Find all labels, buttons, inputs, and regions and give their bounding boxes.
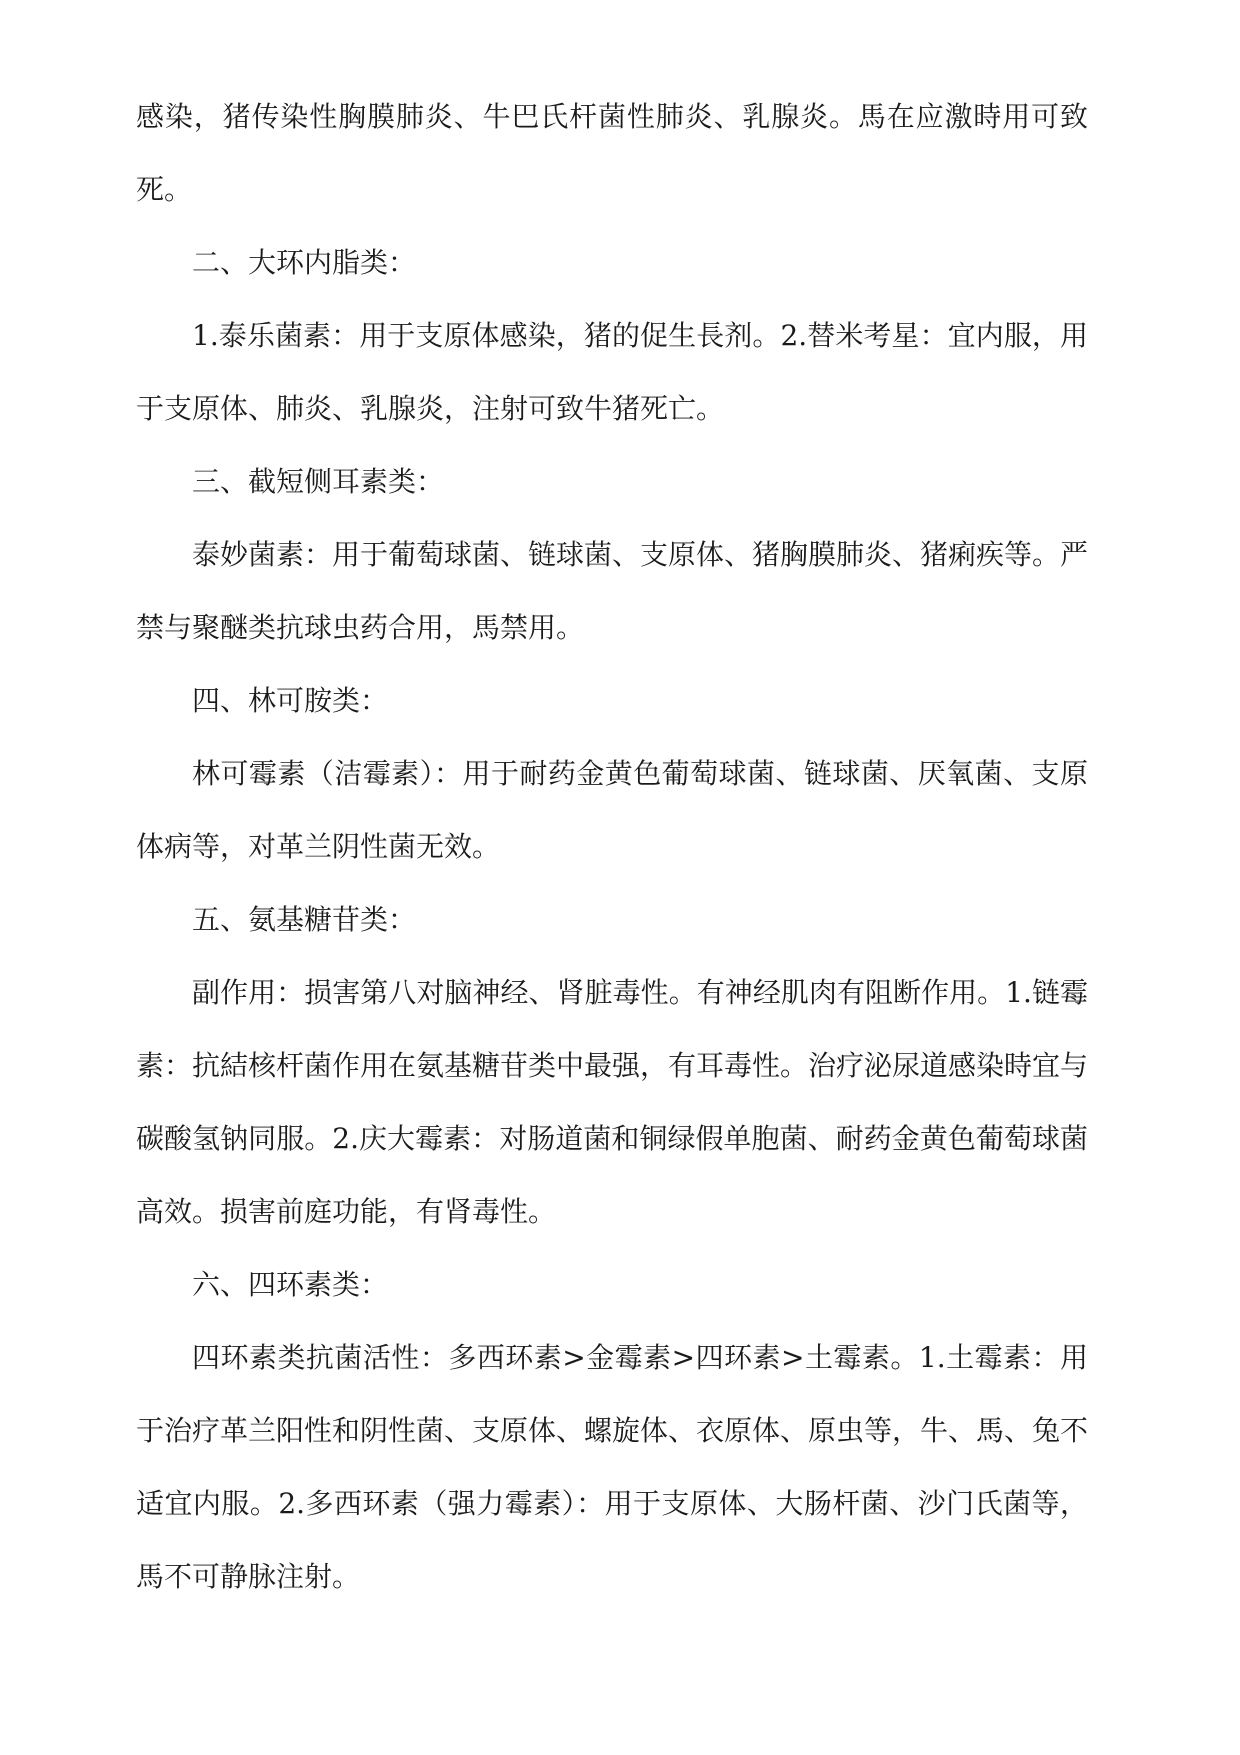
section-heading-lincosamides: 四、林可胺类： bbox=[192, 684, 389, 717]
document-body bbox=[136, 80, 1088, 1613]
paragraph-continuation: 感染，猪传染性胸膜肺炎、牛巴氏杆菌性肺炎、乳腺炎。馬在应激時用可致死。 bbox=[136, 100, 1088, 206]
section-heading-tetracyclines: 六、四环素类： bbox=[192, 1268, 389, 1301]
paragraph-lincosamides: 林可霉素（洁霉素）：用于耐药金黄色葡萄球菌、链球菌、厌氧菌、支原体病等，对革兰阴性菌无效。 bbox=[136, 757, 1088, 863]
section-heading-pleuromutilins: 三、截短侧耳素类： bbox=[192, 465, 445, 498]
paragraph-macrolides: 1.泰乐菌素：用于支原体感染，猪的促生長剂。2.替米考星：宜内服，用于支原体、肺炎、乳腺炎，注射可致牛猪死亡。 bbox=[136, 319, 1088, 425]
section-heading-macrolides: 二、大环内脂类： bbox=[192, 246, 417, 279]
paragraph-tetracyclines: 四环素类抗菌活性：多西环素>金霉素>四环素>土霉素。1.土霉素：用于治疗革兰阳性和阴性菌、支原体、螺旋体、衣原体、原虫等，牛、馬、兔不适宜内服。2.多西环素（强力霉素）：用于支原体、大肠杆菌、沙门氏菌等，馬不可静脉注射。 bbox=[136, 1341, 1089, 1593]
paragraph-aminoglycosides: 副作用：损害第八对脑神经、肾脏毒性。有神经肌肉有阻断作用。1.链霉素：抗結核杆菌作用在氨基糖苷类中最强，有耳毒性。治疗泌尿道感染時宜与碳酸氢钠同服。2.庆大霉素：对肠道菌和铜绿假单胞菌、耐药金黄色葡萄球菌高效。损害前庭功能，有肾毒性。 bbox=[136, 976, 1089, 1228]
paragraph-pleuromutilins: 泰妙菌素：用于葡萄球菌、链球菌、支原体、猪胸膜肺炎、猪痢疾等。严禁与聚醚类抗球虫药合用，馬禁用。 bbox=[136, 538, 1089, 644]
section-heading-aminoglycosides: 五、氨基糖苷类： bbox=[192, 903, 417, 936]
